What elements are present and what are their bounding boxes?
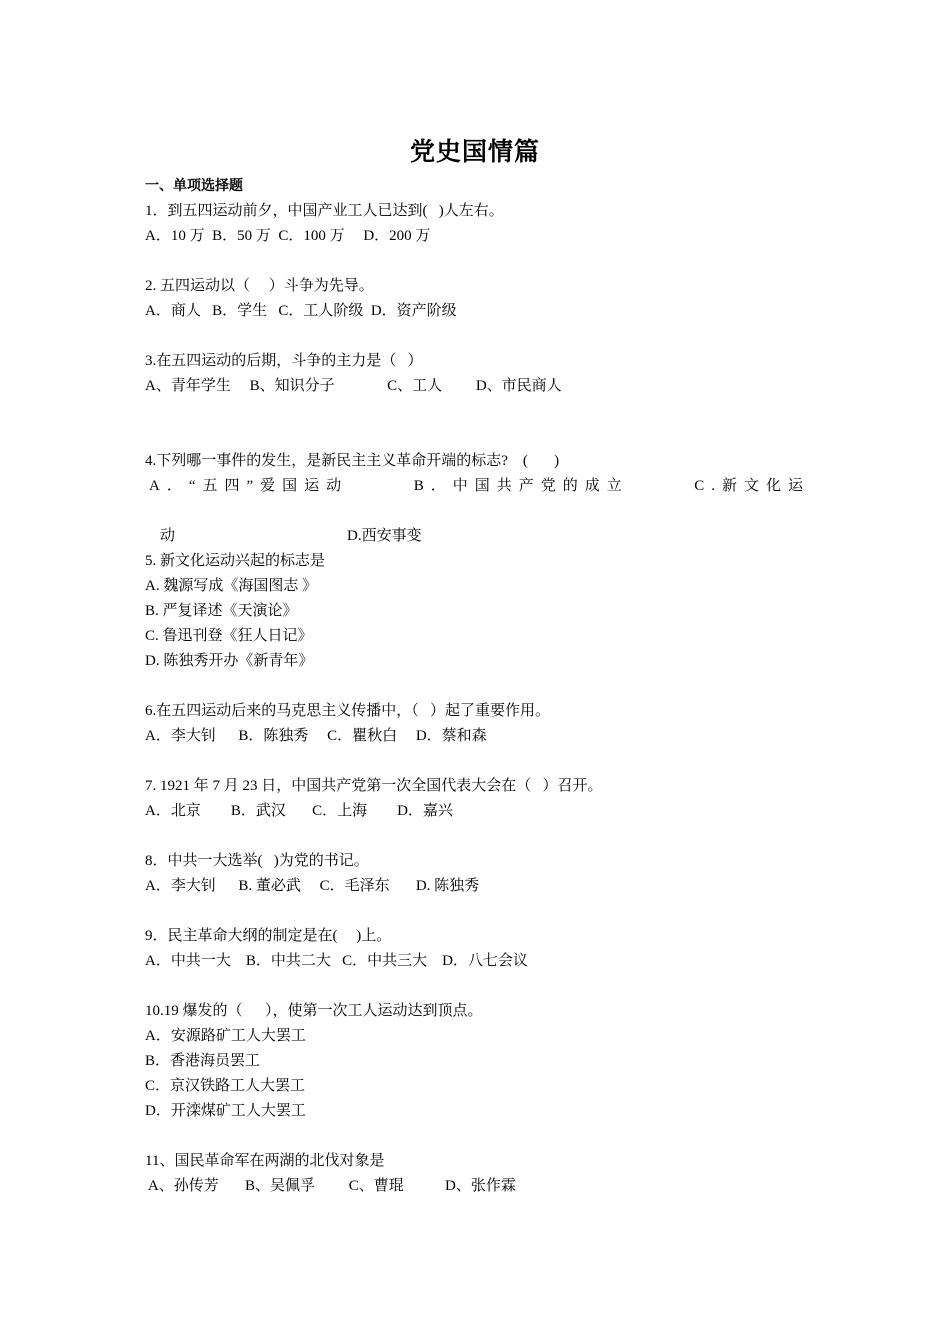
q5-stem: 5. 新文化运动兴起的标志是 <box>145 553 326 569</box>
q5-option-c: C. 鲁迅刊登《狂人日记》 <box>145 628 313 644</box>
q4-options-row <box>145 474 810 499</box>
q4-options-row2 <box>145 499 810 544</box>
q8-options: A．李大钊 B. 董必武 C．毛泽东 D. 陈独秀 <box>145 878 480 894</box>
q9-options: A．中共一大 B．中共二大 C．中共三大 D．八七会议 <box>145 953 528 969</box>
q7-options: A．北京 B．武汉 C．上海 D．嘉兴 <box>145 803 453 819</box>
q5-option-d: D. 陈独秀开办《新青年》 <box>145 653 314 669</box>
q10-option-b: B．香港海员罢工 <box>145 1053 261 1069</box>
q4-stem: 4.下列哪一事件的发生，是新民主主义革命开端的标志? ( ) <box>145 453 560 469</box>
q6-stem: 6.在五四运动后来的马克思主义传播中，（ ）起了重要作用。 <box>145 703 551 719</box>
q4-option-d: D.西安事变 <box>347 528 422 544</box>
q10-option-a: A．安源路矿工人大罢工 <box>145 1028 306 1044</box>
q2-stem: 2. 五四运动以（ ）斗争为先导。 <box>145 278 374 294</box>
q1-stem: 1．到五四运动前夕，中国产业工人已达到( )人左右。 <box>145 203 504 219</box>
q3-options: A、青年学生 B、知识分子 C、工人 D、市民商人 <box>145 378 562 394</box>
q10-stem: 10.19 爆发的（ ），使第一次工人运动达到顶点。 <box>145 1003 483 1019</box>
q5-option-a: A. 魏源写成《海国图志 》 <box>145 578 318 594</box>
q10-option-d: D．开滦煤矿工人大罢工 <box>145 1103 306 1119</box>
q6-options: A．李大钊 B．陈独秀 C．瞿秋白 D．蔡和森 <box>145 728 487 744</box>
q5-option-b: B. 严复译述《天演论》 <box>145 603 298 619</box>
q2-options: A．商人 B．学生 C．工人阶级 D．资产阶级 <box>145 303 457 319</box>
q1-options: A．10 万 B．50 万 C．100 万 D．200 万 <box>145 228 431 244</box>
section-heading: 一、单项选择题 <box>145 178 243 194</box>
q7-stem: 7. 1921 年 7 月 23 日，中国共产党第一次全国代表大会在（ ）召开。 <box>145 778 603 794</box>
q4-option-c-cont: 动 <box>160 528 176 544</box>
q10-option-c: C．京汉铁路工人大罢工 <box>145 1078 306 1094</box>
q4-option-a: A．“五四”爱国运动 <box>149 478 349 494</box>
q4-option-c: C.新文化运 <box>694 478 810 494</box>
q11-options: A、孙传芳 B、吴佩孚 C、曹琨 D、张作霖 <box>145 1178 516 1194</box>
q4-option-b: B．中国共产党的成立 <box>413 478 629 494</box>
q11-stem: 11、国民革命军在两湖的北伐对象是 <box>145 1153 385 1169</box>
q8-stem: 8．中共一大选举( )为党的书记。 <box>145 853 369 869</box>
page-title: 党史国情篇 <box>409 137 540 166</box>
question-list <box>145 174 810 1199</box>
q3-stem: 3.在五四运动的后期，斗争的主力是（ ） <box>145 353 423 369</box>
q9-stem: 9．民主革命大纲的制定是在( )上。 <box>145 928 392 944</box>
